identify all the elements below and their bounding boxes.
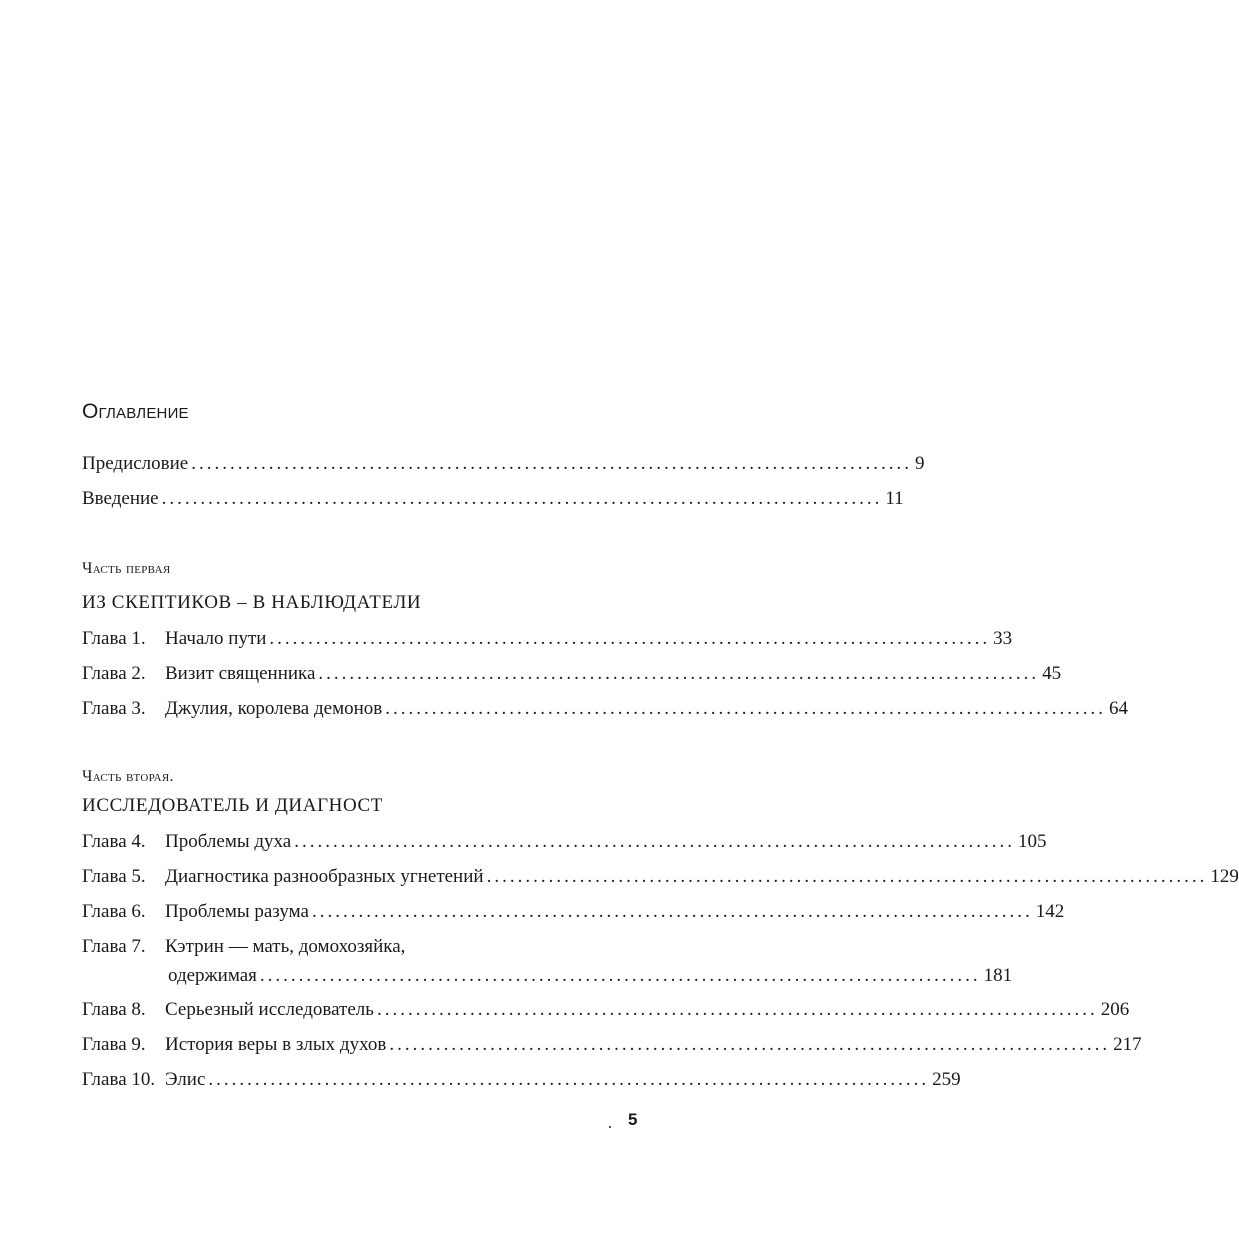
chapter-number: Глава 10. <box>82 1069 156 1090</box>
toc-entry-chapter[interactable] <box>82 626 1013 652</box>
toc-entry-continuation[interactable] <box>168 963 1013 989</box>
dot-leader: ............................................................................................. <box>269 628 991 649</box>
entry-title: Серьезный исследователь <box>165 999 374 1020</box>
chapter-number: Глава 5. <box>82 866 146 887</box>
page-number: 129 <box>1210 866 1239 887</box>
chapter-number: Глава 4. <box>82 831 146 852</box>
chapter-number: Глава 7. <box>82 936 146 957</box>
dot-leader: ............................................................................................. <box>486 866 1208 887</box>
dot-leader: ............................................................................................. <box>161 488 883 509</box>
dot-leader: ............................................................................................. <box>208 1069 930 1090</box>
part-title: ИЗ СКЕПТИКОВ – В НАБЛЮДАТЕЛИ <box>82 592 422 613</box>
entry-title: Элис <box>165 1069 206 1090</box>
dot-leader: ............................................................................................. <box>191 453 912 474</box>
chapter-number: Глава 8. <box>82 999 146 1020</box>
part-title: ИССЛЕДОВАТЕЛЬ И ДИАГНОСТ <box>82 795 384 816</box>
dot-leader: ............................................................................................. <box>385 698 1106 719</box>
entry-title: Проблемы разума <box>165 901 309 922</box>
toc-entry-preface[interactable] <box>82 451 925 477</box>
toc-entry-chapter[interactable] <box>82 661 1062 687</box>
toc-entry-chapter[interactable] <box>82 934 640 960</box>
part-label: Часть вторая. <box>82 768 174 785</box>
dot-leader: ............................................................................................. <box>389 1034 1111 1055</box>
chapter-number: Глава 1. <box>82 628 146 649</box>
entry-title: Кэтрин — мать, домохозяйка, <box>165 936 406 957</box>
page-number: 64 <box>1109 698 1128 719</box>
dot-leader: ............................................................................................. <box>259 965 981 986</box>
entry-title: История веры в злых духов <box>165 1034 387 1055</box>
toc-entry-chapter[interactable] <box>82 997 1130 1023</box>
page-number: 9 <box>914 453 925 474</box>
toc-heading: Оглавление <box>82 400 189 423</box>
entry-title: Начало пути <box>165 628 267 649</box>
chapter-number: Глава 2. <box>82 663 146 684</box>
entry-title: Введение <box>82 488 159 509</box>
folio-ornament <box>609 1126 611 1128</box>
entry-title: Диагностика разнообразных угнетений <box>165 866 484 887</box>
entry-title-continuation: одержимая <box>168 965 257 986</box>
dot-leader: ............................................................................................. <box>311 901 1033 922</box>
page-number: 11 <box>885 488 904 509</box>
entry-title: Джулия, королева демонов <box>165 698 383 719</box>
page-number: 33 <box>993 628 1013 649</box>
page-number: 45 <box>1042 663 1062 684</box>
page-number: 181 <box>983 965 1013 986</box>
page-number: 142 <box>1035 901 1065 922</box>
dot-leader: ............................................................................................. <box>294 831 1015 852</box>
dot-leader: ............................................................................................. <box>318 663 1040 684</box>
page-folio: 5 <box>628 1110 638 1129</box>
page-number: 206 <box>1100 999 1130 1020</box>
chapter-number: Глава 6. <box>82 901 146 922</box>
entry-title: Визит священника <box>165 663 316 684</box>
toc-entry-introduction[interactable] <box>82 486 904 512</box>
toc-entry-chapter[interactable] <box>82 899 1065 925</box>
toc-entry-chapter[interactable] <box>82 1032 1142 1058</box>
toc-entry-chapter[interactable] <box>82 864 1239 890</box>
chapter-number: Глава 3. <box>82 698 146 719</box>
entry-title: Проблемы духа <box>165 831 292 852</box>
toc-entry-chapter[interactable] <box>82 696 1128 722</box>
dot-leader: ............................................................................................. <box>376 999 1098 1020</box>
page-number: 217 <box>1113 1034 1142 1055</box>
part-label: Часть первая <box>82 560 171 577</box>
toc-entry-chapter[interactable] <box>82 829 1047 855</box>
toc-entry-chapter[interactable] <box>82 1067 961 1093</box>
page-number: 105 <box>1017 831 1047 852</box>
entry-title: Предисловие <box>82 453 189 474</box>
page-number: 259 <box>932 1069 961 1090</box>
chapter-number: Глава 9. <box>82 1034 146 1055</box>
